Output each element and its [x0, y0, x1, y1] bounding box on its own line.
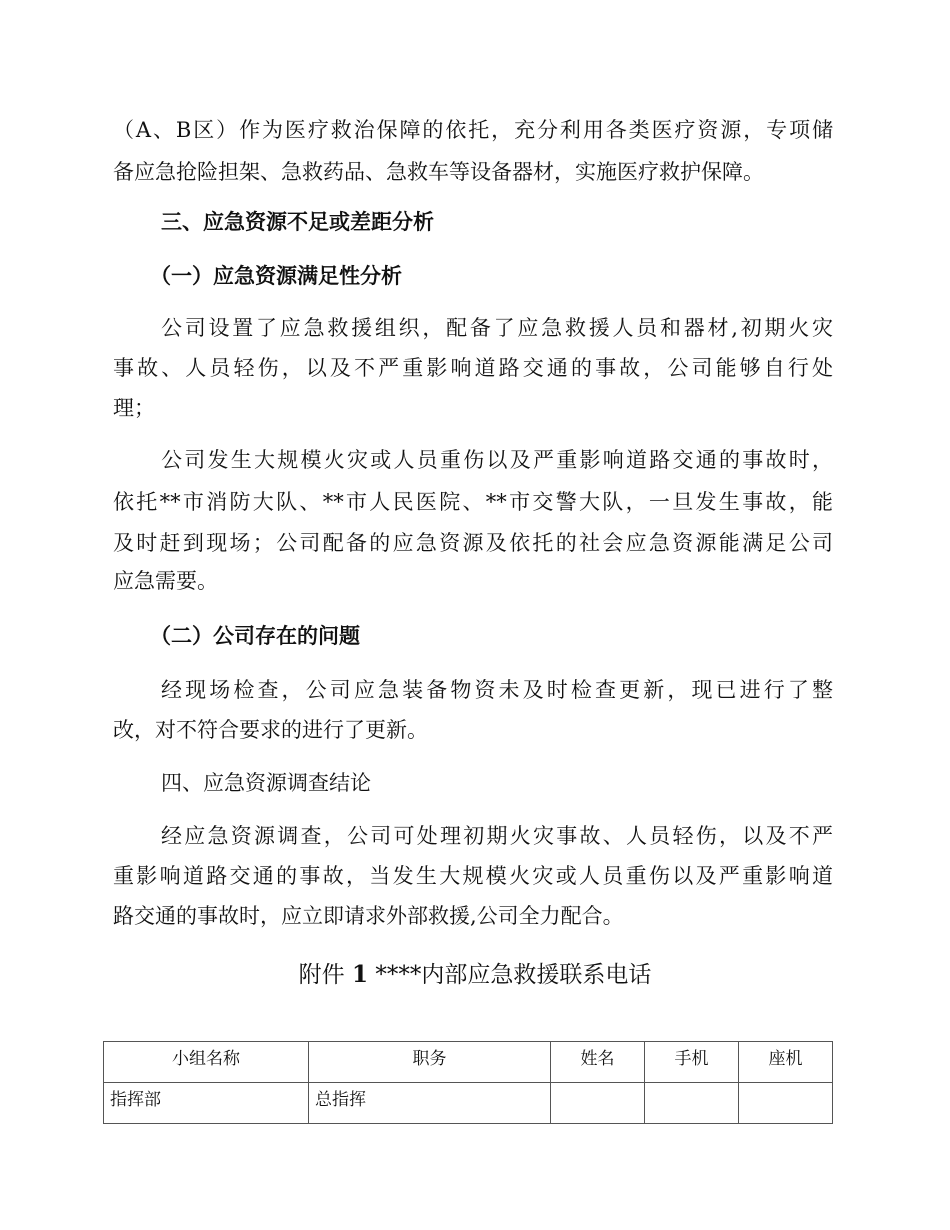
- table-header-row: [104, 1042, 833, 1083]
- paragraph-line: 经现场检查，公司应急装备物资未及时检查更新，现已进行了整: [161, 678, 833, 702]
- table-cell: 指挥部: [104, 1083, 309, 1124]
- paragraph-line: （A、B区）作为医疗救治保障的依托，充分利用各类医疗资源，专项储: [113, 118, 833, 142]
- paragraph-line: 公司发生大规模火灾或人员重伤以及严重影响道路交通的事故时，: [161, 448, 833, 472]
- column-header: 座机: [739, 1042, 833, 1083]
- column-header: 职务: [309, 1042, 551, 1083]
- paragraph-line: 备应急抢险担架、急救药品、急救车等设备器材，实施医疗救护保障。: [113, 160, 764, 184]
- paragraph-line: 经应急资源调查，公司可处理初期火灾事故、人员轻伤，以及不严: [161, 824, 833, 848]
- paragraph-line: 及时赶到现场；公司配备的应急资源及依托的社会应急资源能满足公司: [113, 531, 833, 555]
- subsection-heading: （二）公司存在的问题: [150, 623, 360, 648]
- paragraph-line: 路交通的事故时，应立即请求外部救援,公司全力配合。: [113, 904, 624, 928]
- attachment-title-prefix: 附件: [298, 962, 345, 988]
- contact-table: [103, 1041, 833, 1124]
- column-header: 手机: [645, 1042, 739, 1083]
- section-heading: 三、应急资源不足或差距分析: [161, 209, 434, 234]
- attachment-number: 1: [351, 961, 368, 988]
- paragraph-line: 重影响道路交通的事故，当发生大规模火灾或人员重伤以及严重影响道: [113, 864, 833, 888]
- paragraph-line: 依托**市消防大队、**市人民医院、**市交警大队，一旦发生事故，能: [113, 490, 833, 514]
- column-header: 小组名称: [104, 1042, 309, 1083]
- paragraph-line: 公司设置了应急救援组织，配备了应急救援人员和器材,初期火灾: [161, 316, 833, 340]
- attachment-title-rest: ****内部应急救援联系电话: [375, 962, 652, 988]
- subsection-heading: （一）应急资源满足性分析: [150, 263, 402, 288]
- attachment-title: [0, 956, 950, 989]
- paragraph-line: 改，对不符合要求的进行了更新。: [113, 718, 428, 742]
- table-cell: 总指挥: [309, 1083, 551, 1124]
- table-row: [104, 1083, 833, 1124]
- paragraph-line: 应急需要。: [113, 569, 218, 593]
- paragraph-line: 理；: [113, 396, 155, 420]
- column-header: 姓名: [551, 1042, 645, 1083]
- section-heading: 四、应急资源调查结论: [161, 771, 371, 795]
- table-cell: [739, 1083, 833, 1124]
- table-cell: [551, 1083, 645, 1124]
- paragraph-line: 事故、人员轻伤，以及不严重影响道路交通的事故，公司能够自行处: [113, 356, 833, 380]
- table-cell: [645, 1083, 739, 1124]
